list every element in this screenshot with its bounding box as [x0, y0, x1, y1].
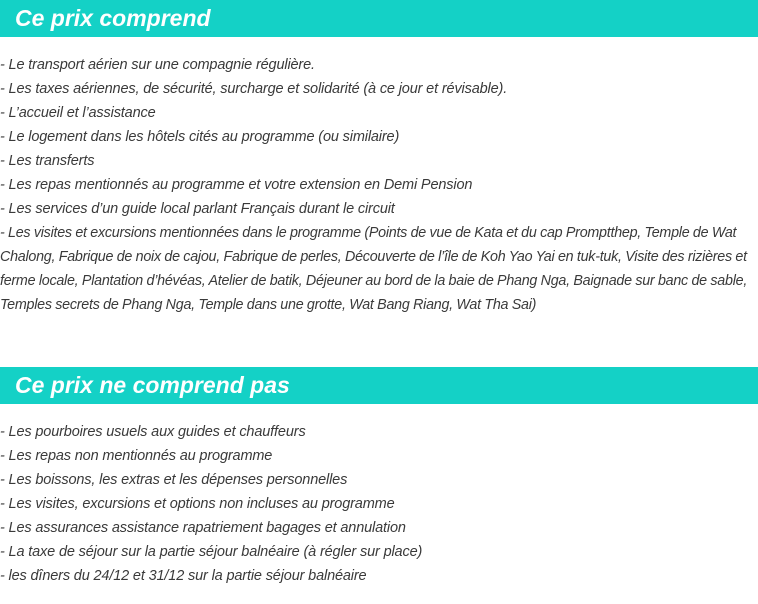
list-item: - Les transferts [0, 153, 95, 169]
list-item: - Les services d’un guide local parlant Français durant le circuit [0, 201, 395, 217]
list-item: - Les taxes aériennes, de sécurité, surcharge et solidarité (à ce jour et révisable). [0, 81, 508, 97]
list-item: - Le transport aérien sur une compagnie régulière. [0, 57, 315, 73]
included-section-title: Ce prix comprend [0, 0, 758, 37]
list-item: - Les visites, excursions et options non incluses au programme [0, 496, 395, 512]
list-item: - Les visites et excursions mentionnées dans le programme (Points de vue de Kata et du cap Promptthep, Temple de Wat Chalong, Fabrique de noix de cajou, Fabrique de perles, Découverte de l’île de Koh Yao Yai en tuk-tuk, Visite des rizières et ferme locale, Plantation d’hévéas, Atelier de batik, Déjeuner au bord de la baie de Phang Nga, Baignade sur banc de sable, Temples secrets de Phang Nga, Temple dans une grotte, Wat Bang Riang, Wat Tha Sai) [0, 225, 748, 313]
included-list [0, 53, 758, 317]
list-item: - Les pourboires usuels aux guides et chauffeurs [0, 424, 306, 440]
list-item: - Les repas mentionnés au programme et votre extension en Demi Pension [0, 177, 473, 193]
list-item: - La taxe de séjour sur la partie séjour balnéaire (à régler sur place) [0, 544, 423, 560]
list-item: - Le logement dans les hôtels cités au programme (ou similaire) [0, 129, 400, 145]
list-item: - les dîners du 24/12 et 31/12 sur la partie séjour balnéaire [0, 568, 367, 584]
list-item: - L’accueil et l’assistance [0, 105, 156, 121]
list-item: - Les boissons, les extras et les dépenses personnelles [0, 472, 348, 488]
list-item: - Les assurances assistance rapatriement bagages et annulation [0, 520, 406, 536]
excluded-section-title: Ce prix ne comprend pas [0, 367, 758, 404]
list-item: - Les repas non mentionnés au programme [0, 448, 273, 464]
excluded-list [0, 420, 758, 588]
